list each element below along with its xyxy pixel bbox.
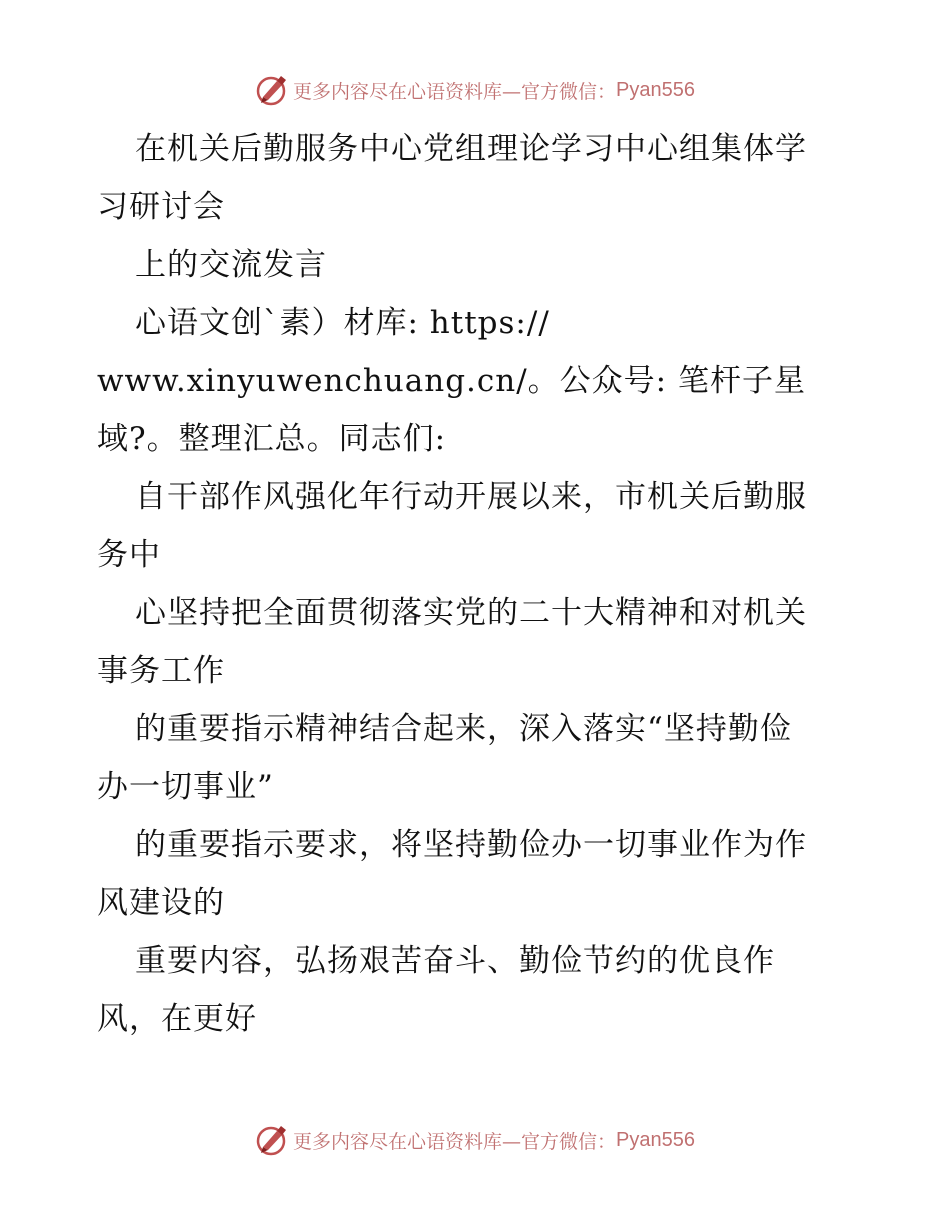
document-body xyxy=(97,120,857,1048)
banner-text: 更多内容尽在心语资料库—官方微信： xyxy=(293,80,617,103)
text-line: 习研讨会 xyxy=(97,189,225,225)
text-line: 务中 xyxy=(97,537,161,573)
text-line: 风，在更好 xyxy=(97,1001,257,1037)
text-line: 办一切事业” xyxy=(97,769,274,805)
text-line: www.xinyuwenchuang.cn/。公众号: 笔杆子星 xyxy=(97,363,806,399)
text-line: 自干部作风强化年行动开展以来，市机关后勤服 xyxy=(135,479,807,515)
text-line: 的重要指示要求，将坚持勤俭办一切事业作为作 xyxy=(135,827,807,863)
text-line: 心坚持把全面贯彻落实党的二十大精神和对机关 xyxy=(135,595,807,631)
pen-logo-icon xyxy=(255,73,289,107)
text-line: 风建设的 xyxy=(97,885,225,921)
banner-wechat-id: Pyan556 xyxy=(616,78,695,101)
text-line: 的重要指示精神结合起来，深入落实“坚持勤俭 xyxy=(135,711,792,747)
header-banner xyxy=(0,70,950,110)
text-line: 域?。整理汇总。同志们: xyxy=(97,421,447,457)
text-line: 在机关后勤服务中心党组理论学习中心组集体学 xyxy=(135,131,807,167)
footer-banner xyxy=(0,1120,950,1160)
pen-logo-icon xyxy=(255,1123,289,1157)
text-line: 重要内容，弘扬艰苦奋斗、勤俭节约的优良作 xyxy=(135,943,775,979)
text-line: 心语文创`素）材库: https:// xyxy=(135,305,550,341)
banner-wechat-id: Pyan556 xyxy=(616,1128,695,1151)
text-line: 上的交流发言 xyxy=(135,247,327,283)
text-line: 事务工作 xyxy=(97,653,225,689)
banner-text: 更多内容尽在心语资料库—官方微信： xyxy=(293,1130,617,1153)
